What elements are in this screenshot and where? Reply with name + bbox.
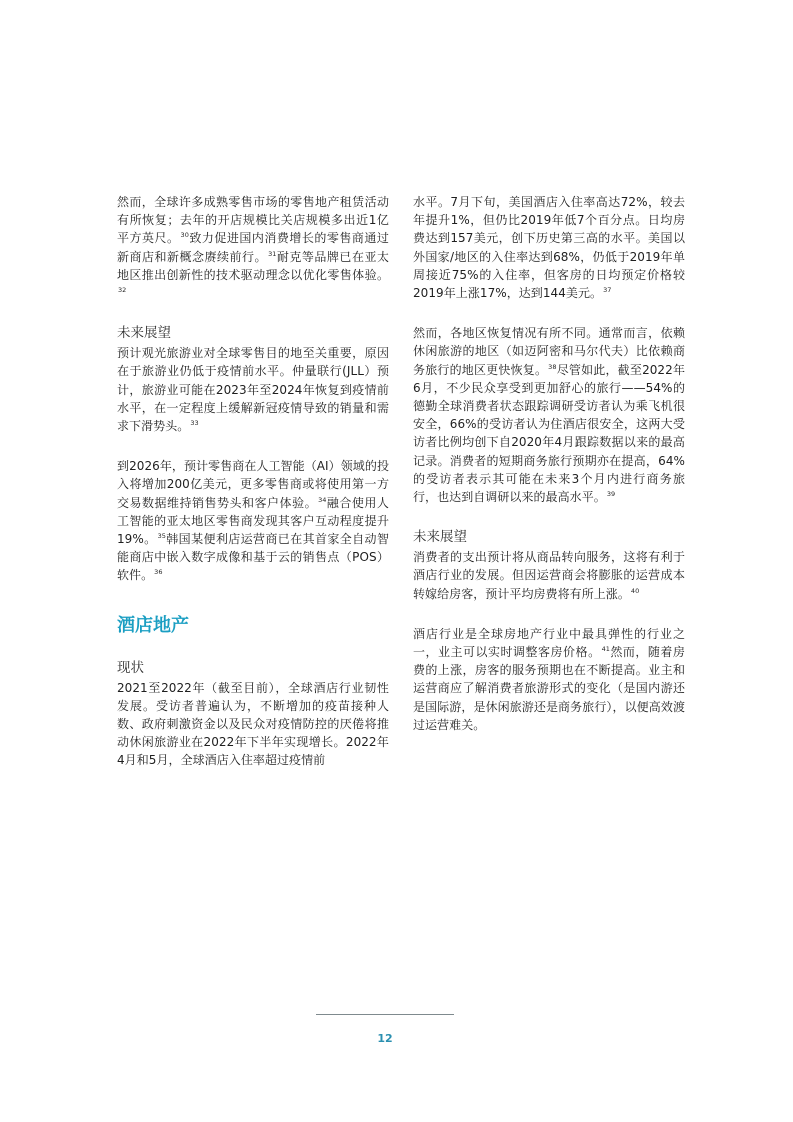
paragraph-us-occupancy: 水平。7月下旬，美国酒店入住率高达72%，较去年提升1%，但仍比2019年低7个百分点。日均房费达到157美元，创下历史第三高的水平。美国以外国家/地区的入住率达到68%，仍低于2019年单周接近75%的入住率，但客房的日均预定价格较2019年上涨17%，达到144美元。$^{37}$ [413,195,685,301]
paragraph-tourism: 预计观光旅游业对全球零售目的地至关重要，原因在于旅游业仍低于疫情前水平。仲量联行(JLL）预计，旅游业可能在2023年至2024年恢复到疫情前水平，在一定程度上缓解新冠疫情导致的销量和需求下滑势头。$^{33}$ [117,346,389,434]
left-column [117,193,389,792]
paragraph-retail-recovery: 然而，全球许多成熟零售市场的零售地产租赁活动有所恢复；去年的开店规模比关店规模多出近1亿平方英尺。$^{30}$致力促进国内消费增长的零售商通过新商店和新概念赓续前行。$^{31}$耐克等品牌已在亚太地区推出创新性的技术驱动理念以优化零售体验。$^{32}$ [117,195,390,295]
footnote-ref: 39 [606,490,616,499]
footnote-ref: 31 [268,249,277,258]
paragraph-ai-retail: 到2026年，预计零售商在人工智能（AI）领域的投入将增加200亿美元，更多零售商或将使用第一方交易数据维持销售势头和客户体验。$^{34}$融合使用人工智能的亚太地区零售商发现其客户互动程度提升19%。$^{35}$韩国某便利店运营商已在其首家全自动智能商店中嵌入数字成像和基于云的销售点（POS）软件。$^{36}$ [117,459,389,583]
footnote-ref: 32 [118,286,127,295]
footnote-ref: 34 [318,495,327,504]
paragraph-hotel-status: 2021至2022年（截至目前），全球酒店行业韧性发展。受访者普遍认为，不断增加的疫苗接种人数、政府刺激资金以及民众对疫情防控的厌倦将推动休闲旅游业在2022年下半年实现增长。2022年4月和5月，全球酒店入住率超过疫情前 [117,680,389,768]
footnote-ref: 35 [157,532,166,541]
paragraph-spending-shift: 消费者的支出预计将从商品转向服务，这将有利于酒店行业的发展。但因运营商会将膨胀的运营成本转嫁给房客，预计平均房费将有所上涨。$^{40}$ [413,550,685,601]
page-number: 12 [377,1032,393,1045]
footnote-ref: 41 [601,645,610,654]
footnote-ref: 30 [180,231,189,240]
footer-divider [316,1014,454,1015]
section-title-hotel: 酒店地产 [117,614,189,636]
subheading-status: 现状 [117,659,144,676]
subheading-outlook-hotel: 未来展望 [413,529,467,546]
footnote-ref: 36 [154,568,163,577]
paragraph-hotel-resilience: 酒店行业是全球房地产行业中最具弹性的行业之一，业主可以实时调整客房价格。$^{41}$然而，随着房费的上涨，房客的服务预期也在不断提高。业主和运营商应了解消费者旅游形式的变化（是国内游还是国际游，是休闲旅游还是商务旅行），以便高效渡过运营难关。 [413,626,685,732]
footnote-ref: 40 [630,586,640,595]
subheading-outlook-retail: 未来展望 [117,325,171,342]
paragraph-regional-recovery: 然而，各地区恢复情况有所不同。通常而言，依赖休闲旅游的地区（如迈阿密和马尔代夫）比依赖商务旅行的地区更快恢复。$^{38}$尽管如此，截至2022年6月，不少民众享受到更加舒心的旅行——54%的德勤全球消费者状态跟踪调研受访者认为乘飞机很安全，66%的受访者认为住酒店很安全，这两大受访者比例均创下自2020年4月跟踪数据以来的最高记录。消费者的短期商务旅行预期亦在提高，64%的受访者表示其可能在未来3个月内进行商务旅行，也达到自调研以来的最高水平。$^{39}$ [413,326,686,505]
footnote-ref: 33 [190,419,199,428]
footnote-ref: 38 [548,362,557,371]
footnote-ref: 37 [603,286,612,295]
right-column [413,193,685,756]
